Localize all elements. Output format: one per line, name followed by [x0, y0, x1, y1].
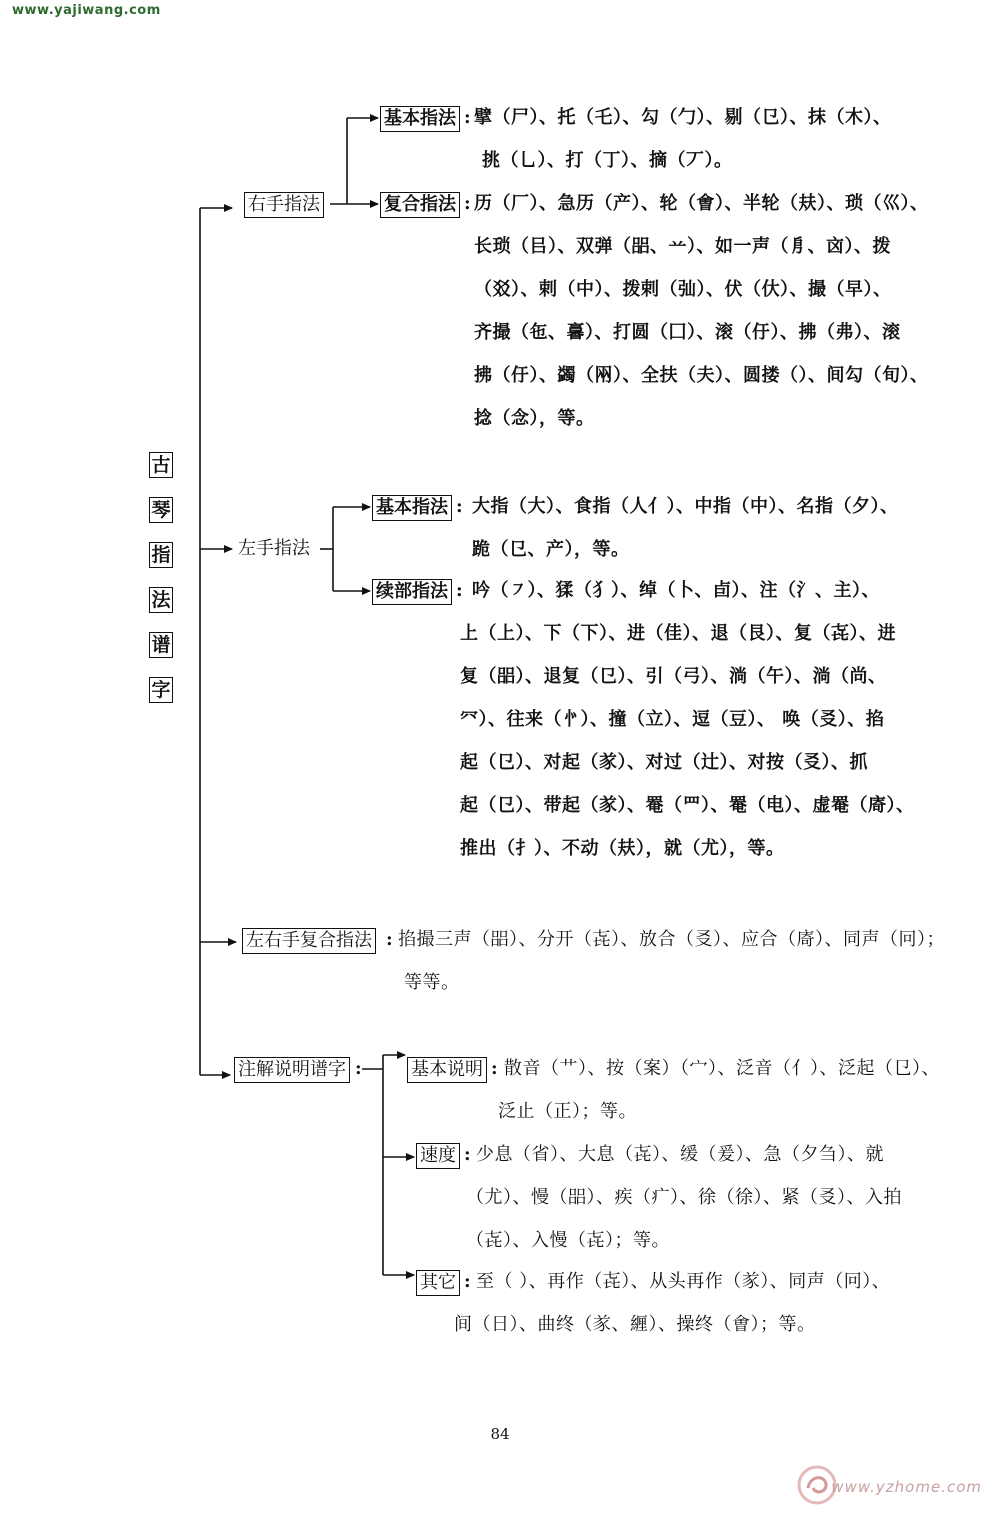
title-char: 琴 [149, 497, 173, 523]
text-line: 复（㗊）、退复（㔾）、引（弓）、淌（午）、淌（尚、 [460, 666, 887, 687]
notes-label: 注解说明谱字 [234, 1057, 350, 1083]
text-line: 齐撮（㐌、㐯）、打圆（囗）、滚（㐵）、拂（弗）、滚 [474, 322, 901, 343]
colon: : [386, 929, 393, 950]
notes-speed-label: 速度 [416, 1143, 460, 1169]
site-url[interactable]: www.yajiwang.com [12, 3, 161, 18]
right-compound-text [474, 182, 929, 440]
right-basic-label: 基本指法 [380, 106, 460, 132]
text-line: 等等。 [404, 972, 460, 993]
text-line: 推出（扌）、不动（㚘），就（尤），等。 [460, 838, 785, 859]
text-line: 上（上）、下（下）、进（佳）、退（艮）、复（㐂）、进 [460, 623, 896, 644]
text-line: 跪（㔾、产），等。 [472, 539, 630, 560]
text-line: 起（㔾）、带起（㒸）、罨（罒）、罨（电）、虚罨（㢊）、 [460, 795, 915, 816]
text-line: 长琐（㠯）、双弹（㗊、䒑）、如一声（㐆、㐫）、拨 [474, 236, 891, 257]
text-line: 拂（㐵）、蠲（㒳）、全扶（夫）、圆搂（）、间勾（旬）、 [474, 365, 929, 386]
text-line: （㐂）、入慢（㐂）；等。 [466, 1230, 670, 1251]
both-hands-text [398, 918, 945, 1004]
colon: : [355, 1058, 362, 1079]
right-basic-text [474, 96, 892, 182]
left-hand-label: 左手指法 [238, 538, 310, 559]
text-line: 挑（乚）、打（丁）、摘（丆）。 [482, 150, 733, 171]
notes-basic-label: 基本说明 [407, 1057, 487, 1083]
title-char: 谱 [149, 632, 173, 658]
title-char: 字 [149, 677, 173, 703]
colon: : [464, 107, 471, 128]
colon: : [491, 1058, 498, 1079]
left-continued-text [460, 612, 915, 870]
colon: : [464, 1271, 471, 1292]
right-hand-label: 右手指法 [244, 192, 324, 218]
notes-speed-first-line [476, 1133, 884, 1176]
text-line: 间（日）、曲终（㒸、緾）、操终（㑹）；等。 [454, 1314, 816, 1335]
colon: : [464, 193, 471, 214]
text-line: （㸚）、剌（中）、拨剌（㢫）、伏（㐲）、撮（早）、 [474, 279, 892, 300]
text-line: 掐撮三声（㗊）、分开（㐂）、放合（㕛）、应合（㢊）、同声（冋）； [398, 929, 945, 950]
notes-speed-text [466, 1176, 902, 1262]
text-line: 大指（大）、食指（人亻）、中指（中）、名指（夕）、 [472, 496, 899, 517]
text-line: （尤）、慢（㗊）、疾（疒）、徐（徐）、紧（㕛）、入拍 [466, 1187, 902, 1208]
notes-basic-text [498, 1047, 940, 1133]
text-line: 擘（尸）、托（乇）、勾（勹）、剔（㔾）、抹（木）、 [474, 107, 892, 128]
left-continued-label: 续部指法 [372, 579, 452, 605]
watermark-url: www.yzhome.com [831, 1478, 982, 1496]
colon: : [456, 580, 463, 601]
right-compound-label: 复合指法 [380, 192, 460, 218]
both-hands-label: 左右手复合指法 [242, 928, 376, 954]
text-line: 历（厂）、急历（产）、轮（㑹）、半轮（㚘）、琐（巛）、 [474, 193, 929, 214]
text-line: 捻（念），等。 [474, 408, 595, 429]
notes-other-text [454, 1303, 816, 1346]
page-number: 84 [490, 1425, 510, 1443]
title-char: 指 [149, 542, 173, 568]
text-line: 至（ ）、再作（㐂）、从头再作（㒸）、同声（冋）、 [476, 1271, 891, 1292]
title-char: 古 [149, 452, 173, 478]
text-line: 起（㔾）、对起（㒸）、对过（辻）、对按（㕛）、抓 [460, 752, 868, 773]
title-char: 法 [149, 587, 173, 613]
notes-other-label: 其它 [416, 1270, 460, 1296]
text-line: 泛止（正）；等。 [498, 1101, 637, 1122]
notes-other-first-line [476, 1260, 890, 1303]
colon: : [464, 1144, 471, 1165]
left-continued-first-line [472, 569, 880, 612]
text-line: 吟（㇇）、猱（犭）、绰（卜、卣）、注（氵、主）、 [472, 580, 880, 601]
vertical-title [149, 452, 175, 722]
text-line: 㓁）、往来（㣺）、撞（立）、逗（豆）、 唤（㕛）、掐 [460, 709, 885, 730]
left-basic-text [472, 485, 899, 571]
text-line: 少息（省）、大息（㐂）、缓（爰）、急（夕刍）、就 [476, 1144, 884, 1165]
colon: : [456, 496, 463, 517]
text-line: 散音（艹）、按（案）（宀）、泛音（亻）、泛起（㔾）、 [504, 1058, 940, 1079]
left-basic-label: 基本指法 [372, 495, 452, 521]
